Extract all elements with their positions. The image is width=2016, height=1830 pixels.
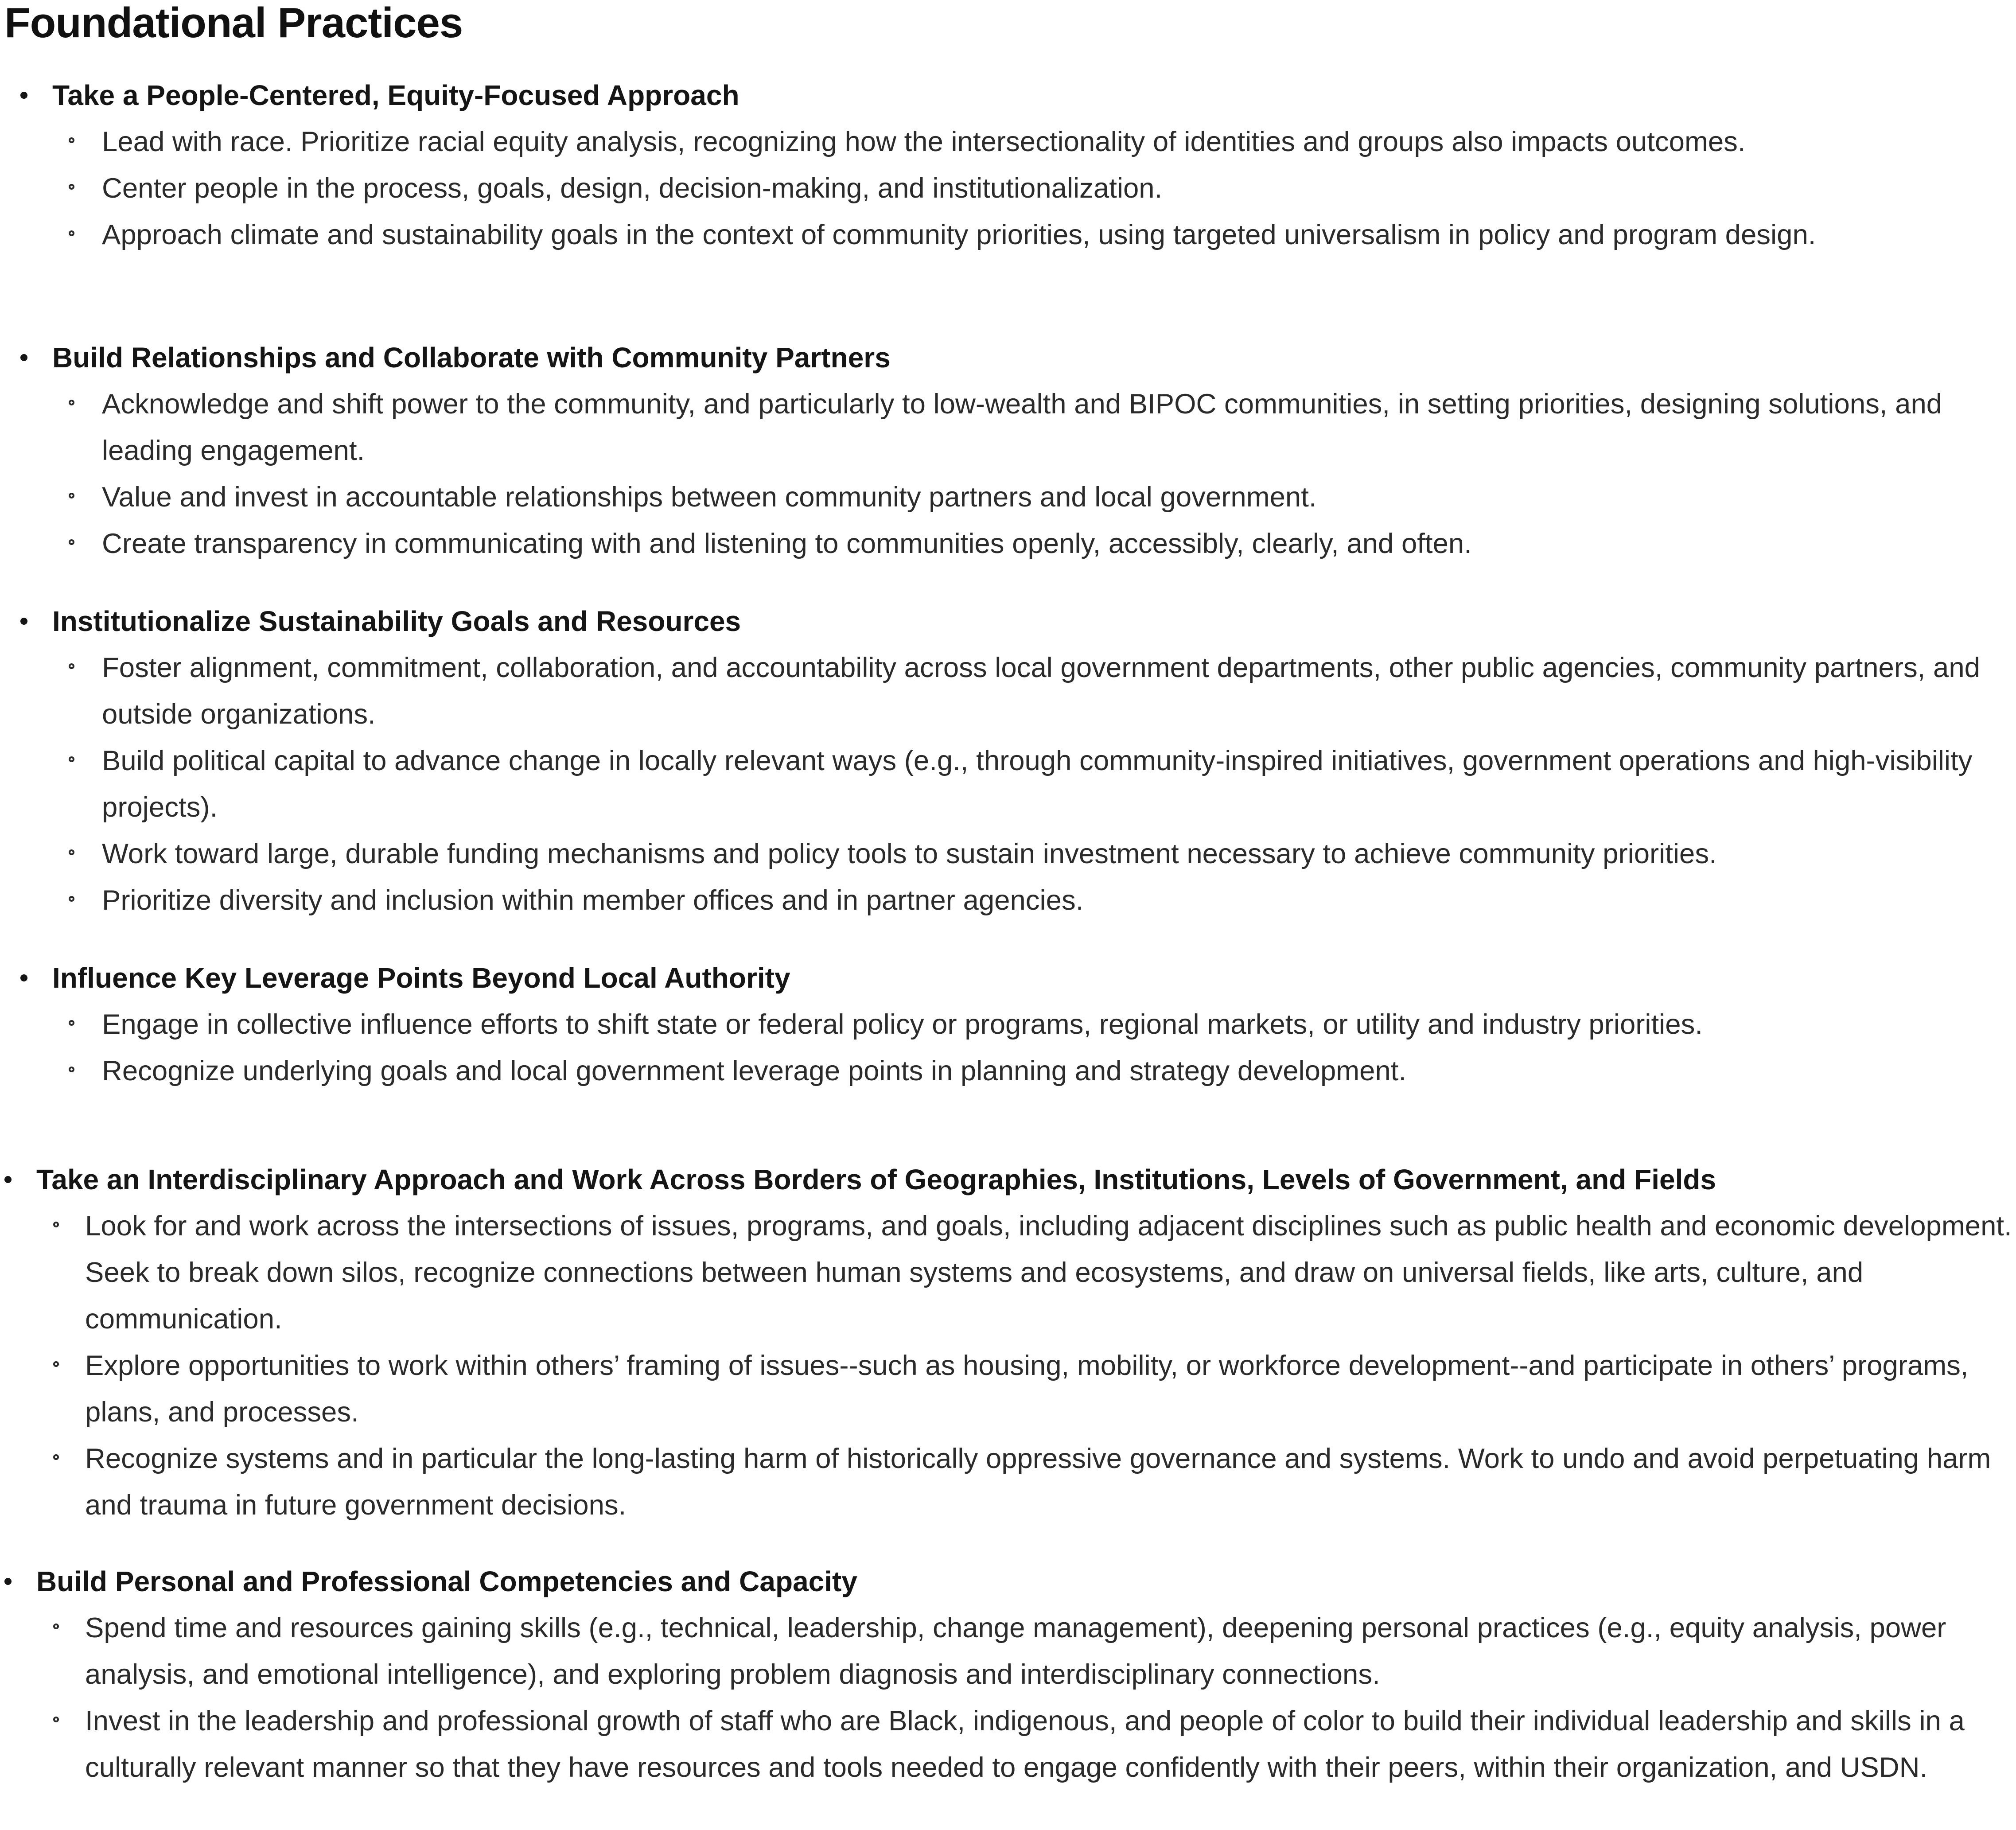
section-competencies [0,1558,2016,1791]
list-item-text: Recognize underlying goals and local government leverage points in planning and strategy development. [102,1055,1407,1086]
bullet-circle-icon [69,756,74,762]
bullet-circle-icon [69,663,74,669]
list-item-text: Value and invest in accountable relationships between community partners and local government. [102,482,1317,513]
bullet-circle-icon [69,896,74,902]
section-heading [0,1558,2016,1605]
list-item-text: Prioritize diversity and inclusion within member offices and in partner agencies. [102,885,1084,916]
list-item-text: Foster alignment, commitment, collaboration, and accountability across local government departments, other public agencies, community partners, and outside organizations. [102,652,1980,730]
bullet-disc-icon [20,974,27,981]
sub-list [0,1203,2016,1529]
bullet-circle-icon [53,1624,59,1629]
section-heading-text: Build Relationships and Collaborate with Community Partners [52,342,891,374]
bullet-circle-icon [69,184,74,190]
list-item-text: Invest in the leadership and professional growth of staff who are Black, indigenous, and people of color to build their individual leadership and skills in a culturally relevant manner so that they have resources and tools needed to engage confidently with their peers, within their organization, and USDN. [85,1705,1965,1783]
list-item-text: Lead with race. Prioritize racial equity analysis, recognizing how the intersectionality of identities and groups also impacts outcomes. [102,126,1746,157]
list-item-text: Approach climate and sustainability goals in the context of community priorities, using targeted universalism in policy and program design. [102,219,1816,250]
list-item [0,831,2016,877]
bullet-disc-icon [4,1578,12,1585]
list-item [0,1436,2016,1529]
sub-list [0,1605,2016,1791]
bullet-circle-icon [53,1222,59,1227]
sub-list [0,119,2016,258]
section-heading-text: Take a People-Centered, Equity-Focused Approach [52,79,739,111]
list-item [0,1343,2016,1436]
bullet-circle-icon [69,400,74,405]
list-item [0,738,2016,831]
page-title: Foundational Practices [4,0,463,47]
list-item [0,1698,2016,1791]
list-item-text: Engage in collective influence efforts to shift state or federal policy or programs, regional markets, or utility and industry priorities. [102,1009,1703,1040]
section-heading-text: Influence Key Leverage Points Beyond Local Authority [52,962,790,994]
bullet-circle-icon [53,1361,59,1367]
list-item-text: Build political capital to advance change in locally relevant ways (e.g., through community-inspired initiatives, government operations and high-visibility projects). [102,745,1973,823]
section-heading-text: Take an Interdisciplinary Approach and Work Across Borders of Geographies, Institutions, Levels of Government, and Fields [36,1164,1716,1195]
bullet-circle-icon [53,1717,59,1722]
list-item [0,1001,2016,1048]
section-heading [0,335,2016,381]
list-item [0,1605,2016,1698]
section-leverage-points [0,955,2016,1094]
list-item-text: Acknowledge and shift power to the community, and particularly to low-wealth and BIPOC communities, in setting priorities, designing solutions, and leading engagement. [102,389,1942,466]
bullet-circle-icon [69,849,74,855]
bullet-circle-icon [69,493,74,498]
bullet-circle-icon [53,1454,59,1460]
list-item [0,212,2016,258]
list-item [0,1203,2016,1343]
list-item [0,165,2016,212]
list-item-text: Explore opportunities to work within others’ framing of issues--such as housing, mobility, or workforce development--and participate in others’ programs, plans, and processes. [85,1350,1969,1428]
list-item [0,877,2016,924]
bullet-disc-icon [4,1176,12,1183]
bullet-circle-icon [69,137,74,143]
section-institutionalize [0,598,2016,924]
list-item-text: Spend time and resources gaining skills (e.g., technical, leadership, change management), deepening personal practices (e.g., equity analysis, power analysis, and emotional intelligence), and exploring problem diagnosis and interdisciplinary connections. [85,1612,1946,1690]
bullet-disc-icon [20,354,27,361]
list-item [0,381,2016,474]
section-heading-text: Build Personal and Professional Competencies and Capacity [36,1565,857,1597]
section-heading-text: Institutionalize Sustainability Goals and Resources [52,605,741,637]
section-people-centered [0,72,2016,258]
list-item-text: Recognize systems and in particular the long-lasting harm of historically oppressive governance and systems. Work to undo and avoid perpetuating harm and trauma in future government decisions. [85,1443,1991,1521]
section-heading [0,1156,2016,1203]
list-item [0,474,2016,521]
bullet-circle-icon [69,1020,74,1026]
list-item-text: Work toward large, durable funding mechanisms and policy tools to sustain investment necessary to achieve community priorities. [102,838,1717,869]
list-item [0,119,2016,165]
sub-list [0,645,2016,924]
section-interdisciplinary [0,1156,2016,1529]
bullet-disc-icon [20,92,27,99]
list-item [0,521,2016,567]
list-item [0,1048,2016,1094]
sub-list [0,381,2016,567]
sub-list [0,1001,2016,1094]
section-heading [0,72,2016,119]
bullet-circle-icon [69,1067,74,1072]
bullet-circle-icon [69,539,74,545]
bullet-circle-icon [69,230,74,236]
bullet-disc-icon [20,618,27,625]
list-item [0,645,2016,738]
section-heading [0,955,2016,1001]
list-item-text: Create transparency in communicating with and listening to communities openly, accessibly, clearly, and often. [102,528,1472,559]
list-item-text: Look for and work across the intersections of issues, programs, and goals, including adjacent disciplines such as public health and economic development. Seek to break down silos, recognize connections between human systems and ecosystems, and draw on universal fields, like arts, culture, and communication. [85,1211,2012,1335]
section-heading [0,598,2016,645]
list-item-text: Center people in the process, goals, design, decision-making, and institutionalization. [102,173,1163,204]
section-relationships [0,335,2016,567]
